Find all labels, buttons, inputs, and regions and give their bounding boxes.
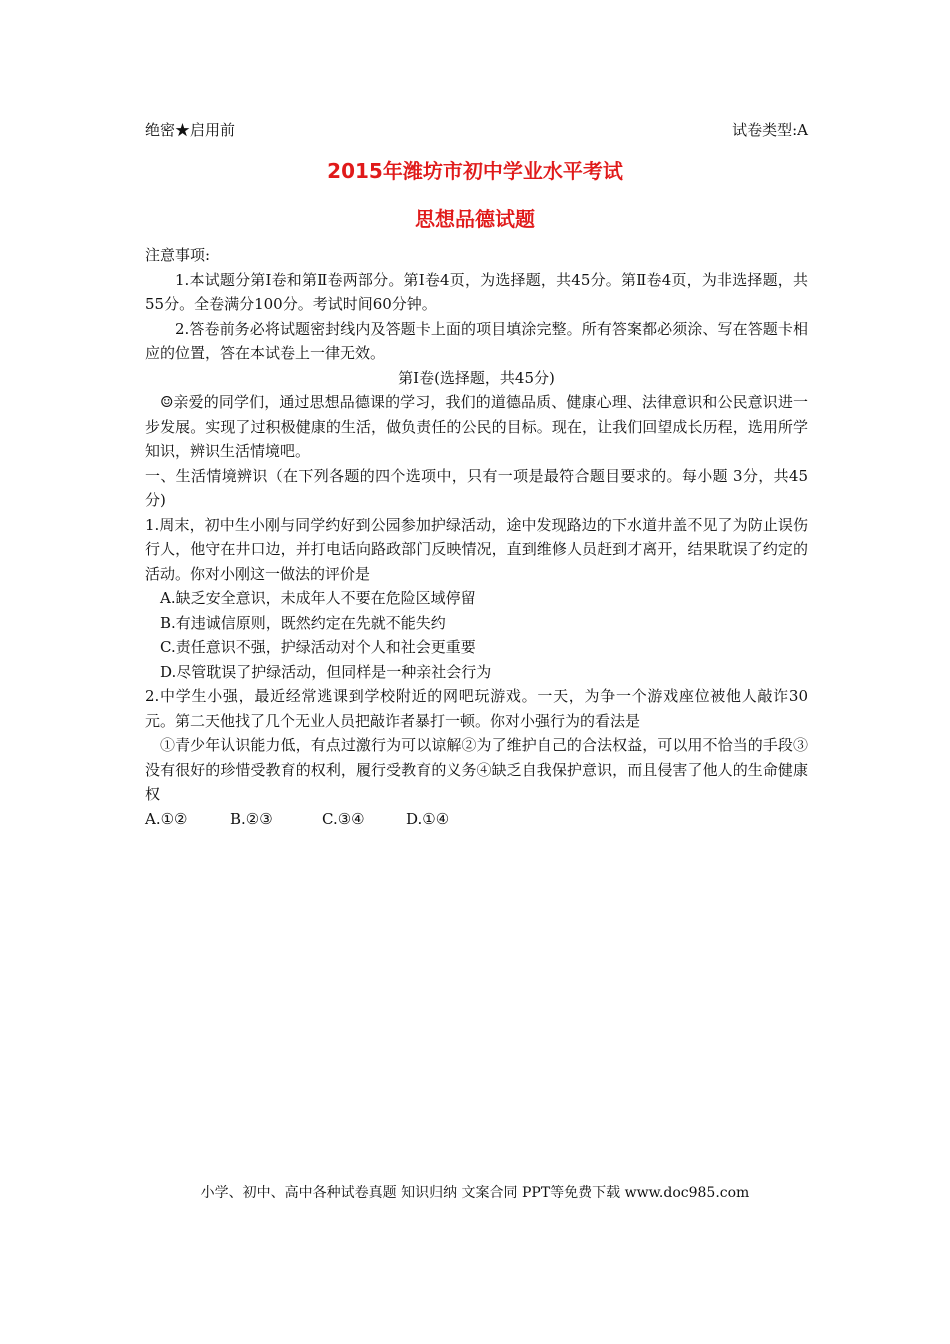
notes-item-1: 1.本试题分第Ⅰ卷和第Ⅱ卷两部分。第Ⅰ卷4页，为选择题，共45分。第Ⅱ卷4页，为非选择题，共55分。全卷满分100分。考试时间60分钟。 (145, 270, 808, 313)
question-2-choice-d: D.①④ (406, 809, 450, 828)
part-heading: 一、生活情境辨识（在下列各题的四个选项中，只有一项是最符合题目要求的。每小题 3分，共45分) (145, 466, 808, 509)
question-2-choices (145, 807, 808, 832)
confidential-label: 绝密★启用前 (145, 121, 236, 139)
question-2-statements: ①青少年认识能力低，有点过激行为可以谅解②为了维护自己的合法权益，可以用不恰当的手段③没有很好的珍惜受教育的权利，履行受教育的义务④缺乏自我保护意识，而且侵害了他人的生命健康权 (145, 736, 808, 803)
question-2-choice-c: C.③④ (322, 809, 365, 828)
exam-subtitle: 思想品德试题 (415, 207, 535, 231)
question-1-option-d: D.尽管耽误了护绿活动，但同样是一种亲社会行为 (160, 662, 492, 681)
section-heading: 第Ⅰ卷(选择题，共45分) (398, 368, 555, 387)
question-1-option-b: B.有违诚信原则，既然约定在先就不能失约 (160, 613, 446, 632)
exam-title: 2015年潍坊市初中学业水平考试 (327, 159, 623, 183)
section-intro: ☺亲爱的同学们，通过思想品德课的学习，我们的道德品质、健康心理、法律意识和公民意识进一步发展。实现了过积极健康的生活，做负责任的公民的目标。现在，让我们回望成长历程，选用所学知识，辨识生活情境吧。 (145, 393, 808, 460)
question-1-option-a: A.缺乏安全意识，未成年人不要在危险区域停留 (160, 589, 476, 607)
exam-content (145, 243, 808, 831)
notes-item-2: 2.答卷前务必将试题密封线内及答题卡上面的项目填涂完整。所有答案都必须涂、写在答题卡相应的位置，答在本试卷上一律无效。 (145, 319, 808, 362)
footer-note: 小学、初中、高中各种试卷真题 知识归纳 文案合同 PPT等免费下载 www.doc985.com (200, 1185, 750, 1201)
question-2-choice-b: B.②③ (230, 809, 273, 828)
question-2-stem: 2.中学生小强，最近经常逃课到学校附近的网吧玩游戏。一天，为争一个游戏座位被他人敲诈30元。第二天他找了几个无业人员把敲诈者暴打一顿。你对小强行为的看法是 (145, 687, 808, 730)
question-1-stem: 1.周末，初中生小刚与同学约好到公园参加护绿活动，途中发现路边的下水道井盖不见了为防止误伤行人，他守在井口边，并打电话向路政部门反映情况，直到维修人员赶到才离开，结果耽误了约定的活动。你对小刚这一做法的评价是 (145, 515, 808, 583)
question-1-option-c: C.责任意识不强，护绿活动对个人和社会更重要 (160, 638, 476, 656)
question-2-choice-a: A.①② (145, 809, 188, 828)
paper-type-label: 试卷类型:A (732, 121, 808, 139)
notes-heading: 注意事项: (145, 246, 211, 264)
